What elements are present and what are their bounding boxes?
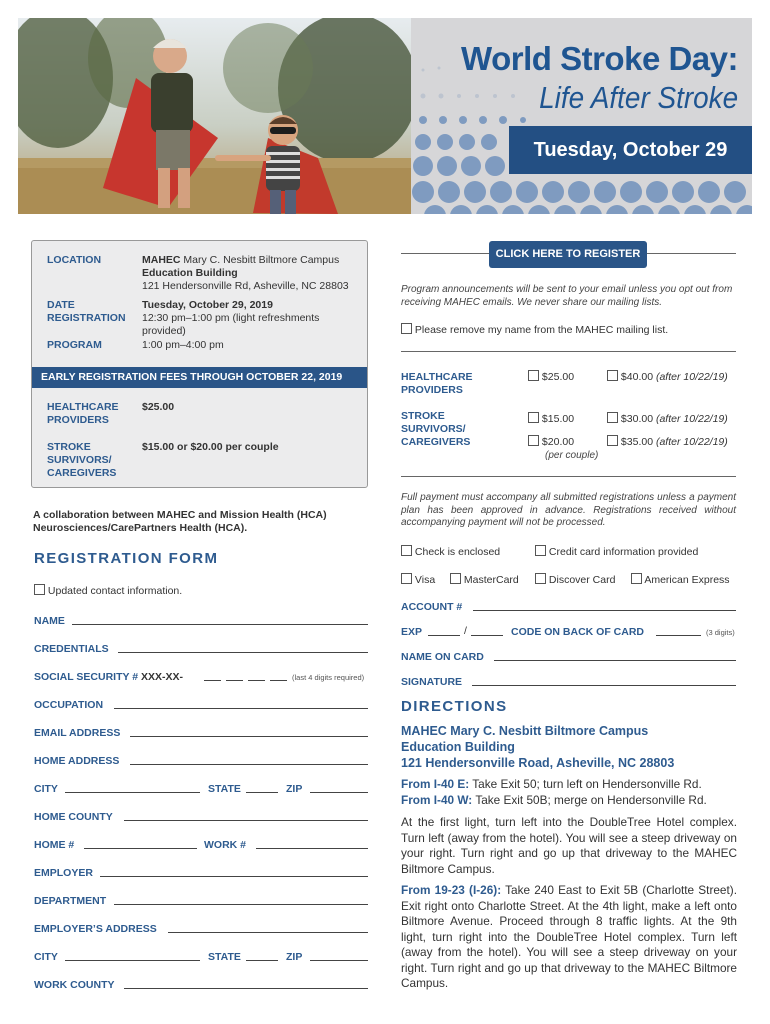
fee-couple-late-option[interactable] — [607, 435, 728, 448]
fee-survivors-value: $15.00 or $20.00 per couple — [142, 441, 279, 453]
fee-hp-late: $40.00 — [620, 371, 654, 383]
per-couple-note: (per couple) — [545, 450, 599, 461]
mastercard-label: MasterCard — [463, 574, 519, 586]
fee-hp-early-checkbox[interactable] — [528, 370, 539, 381]
date-label: DATE — [47, 299, 75, 311]
fee-hp-after-note: (after 10/22/19) — [655, 371, 728, 383]
from-i40w-label: From I-40 W: — [401, 792, 473, 807]
remove-mailing-label: Please remove my name from the MAHEC mailing list. — [414, 324, 669, 336]
hero-photo — [18, 18, 411, 214]
directions-title: DIRECTIONS — [401, 698, 508, 715]
mastercard-option[interactable] — [450, 573, 519, 586]
employer-city-label: CITY — [34, 951, 58, 963]
updated-contact-option[interactable] — [34, 584, 182, 597]
location-label: LOCATION — [47, 254, 102, 266]
discover-checkbox[interactable] — [535, 573, 546, 584]
registration-value: 12:30 pm–1:00 pm (light refreshments provided) — [142, 312, 320, 337]
city-field[interactable] — [65, 792, 200, 793]
discover-option[interactable] — [535, 573, 615, 586]
state-field[interactable] — [246, 792, 278, 793]
fee-ss-early-checkbox[interactable] — [528, 412, 539, 423]
name-field[interactable] — [72, 624, 368, 625]
credit-card-checkbox[interactable] — [535, 545, 546, 556]
credit-card-option[interactable] — [535, 545, 698, 558]
ssn-digit-1[interactable] — [204, 680, 221, 681]
directions-i26 — [401, 883, 737, 992]
fee-ss-early: $15.00 — [541, 413, 575, 425]
location-value — [142, 254, 362, 293]
credentials-field[interactable] — [118, 652, 368, 653]
zip-field[interactable] — [310, 792, 368, 793]
fee-ss-late: $30.00 — [620, 413, 654, 425]
ssn-digit-4[interactable] — [270, 680, 287, 681]
employer-zip-field[interactable] — [310, 960, 368, 961]
home-address-field[interactable] — [130, 764, 368, 765]
registration-form-title: REGISTRATION FORM — [34, 550, 219, 567]
updated-contact-label: Updated contact information. — [47, 585, 183, 597]
fee-hp-early-option[interactable] — [528, 370, 574, 383]
fee-couple-early-checkbox[interactable] — [528, 435, 539, 446]
event-subtitle: Life After Stroke — [538, 80, 738, 115]
fee-couple-late: $35.00 — [620, 436, 654, 448]
payment-note: Full payment must accompany all submitted registrations unless a payment plan has been approved in advance. Registrations received without accompanying payment will not be processed. — [401, 492, 736, 528]
email-field[interactable] — [130, 736, 368, 737]
from-i40w-text: Take Exit 50B; merge on Hendersonville Rd. — [475, 792, 707, 807]
account-label: ACCOUNT # — [401, 601, 463, 613]
exp-label: EXP — [401, 626, 423, 638]
home-address-label: HOME ADDRESS — [34, 755, 120, 767]
fee-ss-late-option[interactable] — [607, 412, 728, 425]
zip-label: ZIP — [286, 783, 303, 795]
amex-option[interactable] — [631, 573, 730, 586]
exp-month-field[interactable] — [428, 635, 460, 636]
directions-building: Education Building — [401, 740, 515, 754]
program-label: PROGRAM — [47, 339, 102, 351]
employer-zip-label: ZIP — [286, 951, 303, 963]
program-value: 1:00 pm–4:00 pm — [142, 339, 224, 351]
employer-address-label: EMPLOYER’S ADDRESS — [34, 923, 157, 935]
email-label: EMAIL ADDRESS — [34, 727, 121, 739]
name-label: NAME — [34, 615, 65, 627]
mastercard-checkbox[interactable] — [450, 573, 461, 584]
exp-year-field[interactable] — [471, 635, 503, 636]
date-value: Tuesday, October 29, 2019 — [142, 299, 273, 311]
fee-couple-late-checkbox[interactable] — [607, 435, 618, 446]
exp-slash: / — [464, 625, 467, 637]
collaboration-note: A collaboration between MAHEC and Mission Health (HCA) Neurosciences/CarePartners Health (HCA). — [33, 509, 327, 534]
employer-label: EMPLOYER — [34, 867, 93, 879]
early-fee-bar: EARLY REGISTRATION FEES THROUGH OCTOBER 22, 2019 — [32, 367, 367, 388]
check-enclosed-label: Check is enclosed — [414, 546, 501, 558]
employer-state-field[interactable] — [246, 960, 278, 961]
fees-healthcare-label: HEALTHCARE PROVIDERS — [401, 371, 473, 396]
from-i40e-label: From I-40 E: — [401, 777, 470, 791]
from-i26-label: From 19-23 (I-26): — [401, 883, 502, 897]
fee-ss-after-note: (after 10/22/19) — [655, 413, 728, 425]
department-label: DEPARTMENT — [34, 895, 107, 907]
fee-couple-early-option[interactable] — [528, 435, 574, 448]
department-field[interactable] — [114, 904, 368, 905]
employer-city-field[interactable] — [65, 960, 200, 961]
event-date-band: Tuesday, October 29 — [509, 126, 752, 174]
visa-option[interactable] — [401, 573, 435, 586]
location-address: 121 Hendersonville Rd, Asheville, NC 28803 — [142, 280, 349, 292]
name-on-card-label: NAME ON CARD — [401, 651, 484, 663]
account-field[interactable] — [473, 610, 736, 611]
discover-label: Discover Card — [548, 574, 616, 586]
employer-address-field[interactable] — [168, 932, 368, 933]
cvv-label: CODE ON BACK OF CARD — [511, 626, 644, 638]
home-county-field[interactable] — [124, 820, 368, 821]
updated-contact-checkbox[interactable] — [34, 584, 45, 595]
directions-campus: MAHEC Mary C. Nesbitt Biltmore Campus — [401, 724, 649, 738]
fee-couple-early: $20.00 — [541, 436, 575, 448]
header-banner — [411, 18, 752, 214]
ssn-note: (last 4 digits required) — [292, 673, 365, 682]
fee-survivors-label: STROKE SURVIVORS/ CAREGIVERS — [47, 441, 117, 479]
register-rule-left — [401, 253, 489, 254]
amex-label: American Express — [644, 574, 730, 586]
remove-mailing-checkbox[interactable] — [401, 323, 412, 334]
ssn-digit-2[interactable] — [226, 680, 243, 681]
fee-couple-after-note: (after 10/22/19) — [655, 436, 728, 448]
divider-2 — [401, 476, 736, 477]
signature-label: SIGNATURE — [401, 676, 463, 688]
event-info-box — [31, 240, 368, 488]
visa-label: Visa — [414, 574, 436, 586]
fee-hp-late-checkbox[interactable] — [607, 370, 618, 381]
cvv-field[interactable] — [656, 635, 701, 636]
fee-healthcare-value: $25.00 — [142, 401, 175, 413]
cvv-note: (3 digits) — [706, 628, 735, 637]
registration-label: REGISTRATION — [47, 312, 126, 324]
occupation-label: OCCUPATION — [34, 699, 104, 711]
directions-first-light: At the first light, turn left into the DoubleTree Hotel complex. Turn left (away from the hotel). You will see a steep driveway on your right. Turn right and go up that driveway to the MAHEC Biltmore Campus. — [401, 815, 737, 876]
directions-address: 121 Hendersonville Road, Asheville, NC 28803 — [401, 756, 675, 770]
signature-field[interactable] — [472, 685, 736, 686]
from-i26-text: Take 240 East to Exit 5B (Charlotte Street). Exit right onto Charlotte Street. At the 4th light, make a left onto Biltmore Avenue. Proceed through 8 traffic lights. At the 9th light, turn right into the DoubleTree Hotel complex. Turn left (away from the hotel). You will see a steep driveway on your right. Turn right and go up that driveway to the MAHEC Biltmore Campus. — [401, 883, 737, 990]
name-on-card-field[interactable] — [494, 660, 736, 661]
location-name-bold: MAHEC — [142, 254, 181, 266]
directions-campus-block — [401, 723, 674, 771]
remove-mailing-option[interactable] — [401, 323, 668, 336]
visa-checkbox[interactable] — [401, 573, 412, 584]
ssn-label-text: SOCIAL SECURITY # — [34, 671, 139, 683]
fee-hp-early: $25.00 — [541, 371, 575, 383]
register-button[interactable]: CLICK HERE TO REGISTER — [489, 241, 647, 268]
home-phone-label: HOME # — [34, 839, 75, 851]
directions-interstate — [401, 777, 737, 808]
fee-healthcare-label: HEALTHCARE PROVIDERS — [47, 401, 119, 426]
state-label: STATE — [208, 783, 241, 795]
check-enclosed-checkbox[interactable] — [401, 545, 412, 556]
location-name: Mary C. Nesbitt Biltmore Campus — [183, 254, 340, 266]
work-county-field[interactable] — [124, 988, 368, 989]
employer-field[interactable] — [100, 876, 368, 877]
fee-ss-late-checkbox[interactable] — [607, 412, 618, 423]
city-label: CITY — [34, 783, 58, 795]
home-phone-field[interactable] — [84, 848, 197, 849]
credit-card-label: Credit card information provided — [548, 546, 699, 558]
credentials-label: CREDENTIALS — [34, 643, 109, 655]
work-phone-label: WORK # — [204, 839, 246, 851]
amex-checkbox[interactable] — [631, 573, 642, 584]
register-rule-right — [647, 253, 736, 254]
employer-state-label: STATE — [208, 951, 241, 963]
ssn-label — [34, 671, 183, 683]
location-building: Education Building — [142, 267, 238, 279]
ssn-digit-3[interactable] — [248, 680, 265, 681]
work-phone-field[interactable] — [256, 848, 368, 849]
fees-survivors-label: STROKE SURVIVORS/ CAREGIVERS — [401, 410, 471, 448]
home-county-label: HOME COUNTY — [34, 811, 113, 823]
event-title: World Stroke Day: — [461, 40, 738, 77]
occupation-field[interactable] — [114, 708, 368, 709]
divider-1 — [401, 351, 736, 352]
fee-ss-early-option[interactable] — [528, 412, 574, 425]
mailing-announcement: Program announcements will be sent to your email unless you opt out from receiving MAHEC emails. We never share our mailing lists. — [401, 284, 733, 308]
work-county-label: WORK COUNTY — [34, 979, 115, 991]
check-enclosed-option[interactable] — [401, 545, 500, 558]
from-i40e-text: Take Exit 50; turn left on Hendersonville Rd. — [472, 777, 702, 791]
fee-hp-late-option[interactable] — [607, 370, 728, 383]
ssn-prefix: XXX-XX- — [140, 671, 183, 683]
